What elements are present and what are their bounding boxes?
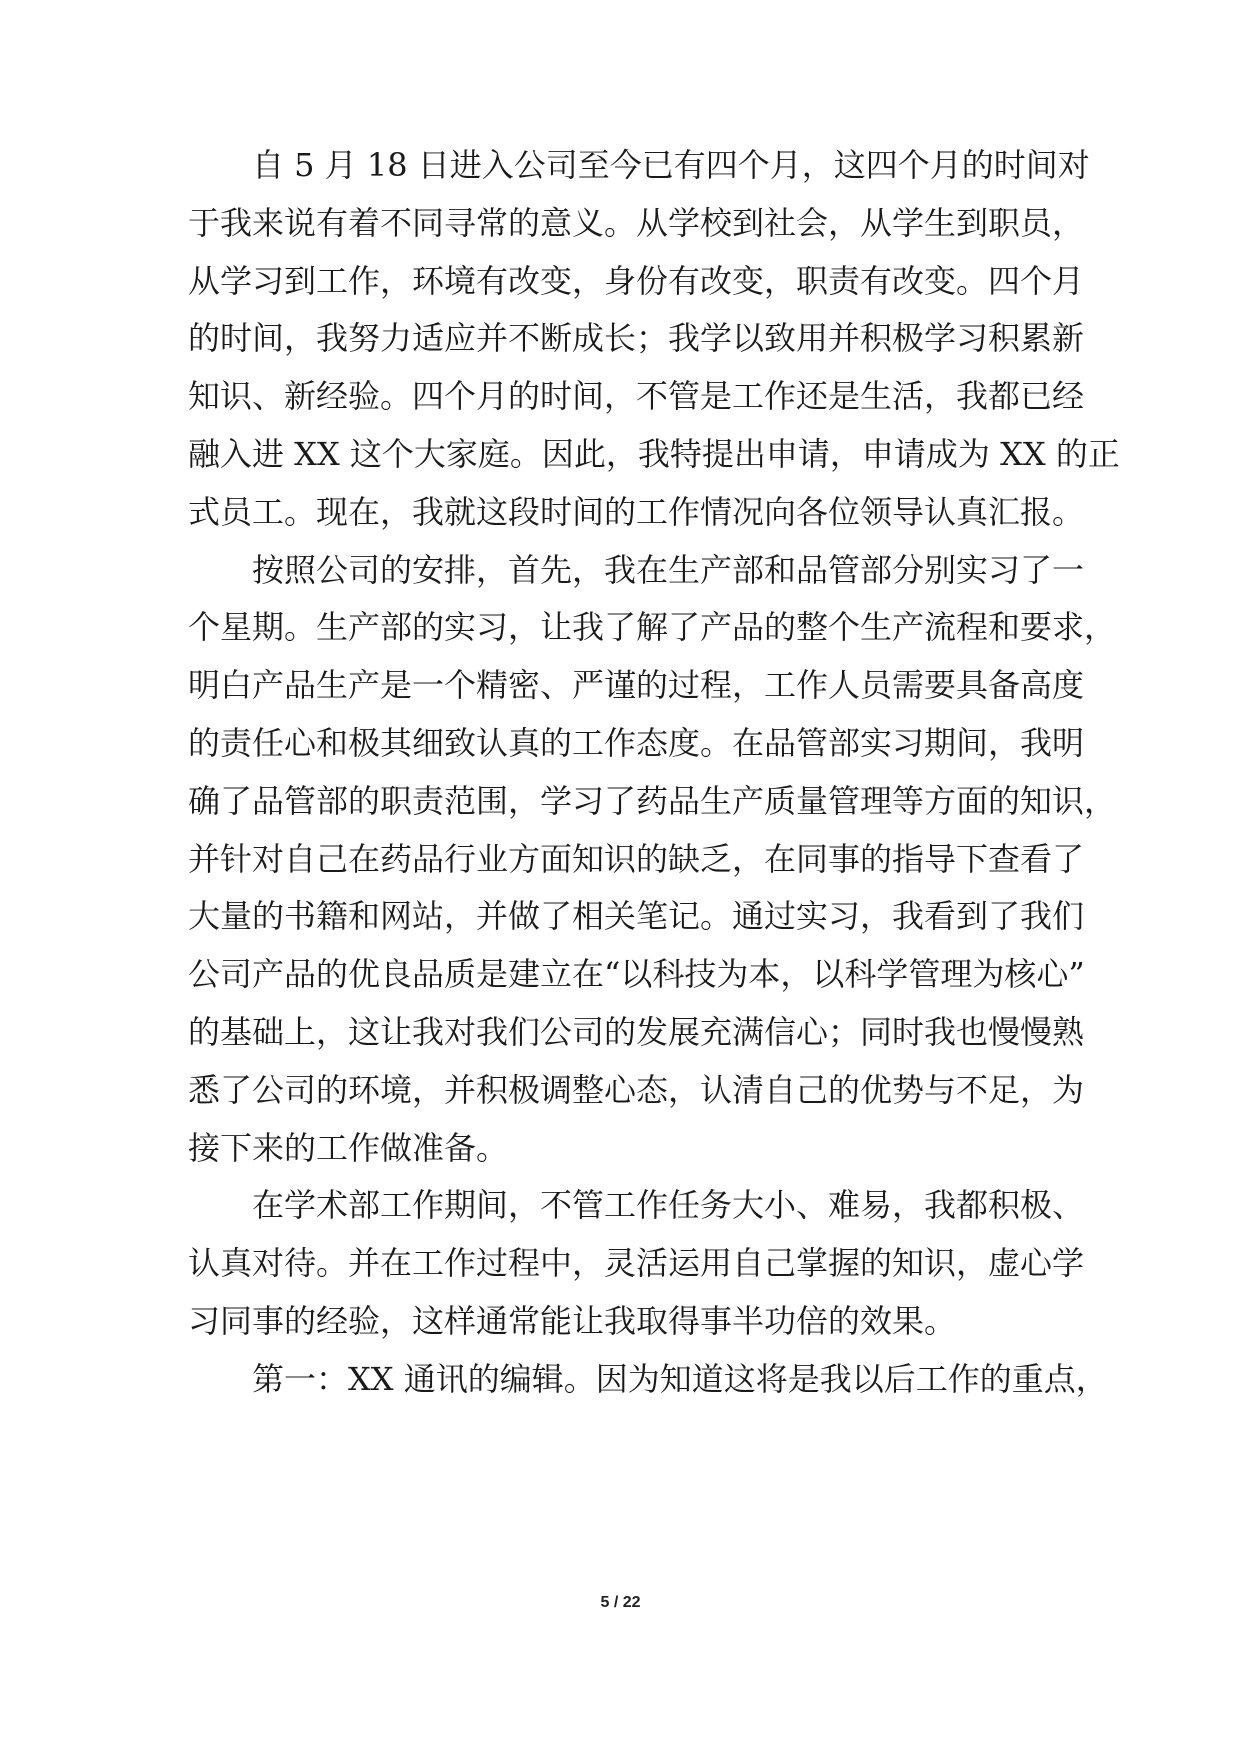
paragraph-2-line: 大量的书籍和网站，并做了相关笔记。通过实习，我看到了我们 [188, 897, 1085, 935]
paragraph-2-line: 按照公司的安排，首先，我在生产部和品管部分别实习了一 [252, 551, 1085, 589]
paragraph-1-line: 从学习到工作，环境有改变，身份有改变，职责有改变。四个月 [188, 262, 1085, 300]
paragraph-2-line: 的基础上，这让我对我们公司的发展充满信心；同时我也慢慢熟 [188, 1013, 1085, 1051]
paragraph-2-line: 接下来的工作做准备。 [188, 1129, 509, 1167]
paragraph-2-line: 的责任心和极其细致认真的工作态度。在品管部实习期间，我明 [188, 724, 1085, 762]
page-number: 5 / 22 [600, 1594, 641, 1611]
paragraph-2-line: 确了品管部的职责范围，学习了药品生产质量管理等方面的知识， [188, 782, 1117, 820]
paragraph-1-line: 于我来说有着不同寻常的意义。从学校到社会，从学生到职员， [188, 204, 1085, 242]
paragraph-4-line: 第一：XX 通讯的编辑。因为知道这将是我以后工作的重点， [252, 1360, 1108, 1398]
paragraph-2-line: 明白产品生产是一个精密、严谨的过程，工作人员需要具备高度 [188, 666, 1085, 704]
paragraph-1-line: 自 5 月 18 日进入公司至今已有四个月，这四个月的时间对 [252, 146, 1090, 184]
paragraph-1-line: 式员工。现在，我就这段时间的工作情况向各位领导认真汇报。 [188, 493, 1085, 531]
paragraph-3-line: 认真对待。并在工作过程中，灵活运用自己掌握的知识，虚心学 [188, 1244, 1085, 1282]
paragraph-3-line: 在学术部工作期间，不管工作任务大小、难易，我都积极、 [252, 1186, 1085, 1224]
paragraph-1-line: 知识、新经验。四个月的时间，不管是工作还是生活，我都已经 [188, 377, 1085, 415]
paragraph-3-line: 习同事的经验，这样通常能让我取得事半功倍的效果。 [188, 1302, 957, 1340]
paragraph-2-line: 悉了公司的环境，并积极调整心态，认清自己的优势与不足，为 [188, 1071, 1085, 1109]
paragraph-2-line: 公司产品的优良品质是建立在“以科技为本，以科学管理为核心” [188, 955, 1085, 993]
paragraph-2-line: 并针对自己在药品行业方面知识的缺乏，在同事的指导下查看了 [188, 840, 1085, 878]
paragraph-1-line: 融入进 XX 这个大家庭。因此，我特提出申请，申请成为 XX 的正 [188, 435, 1120, 473]
paragraph-1-line: 的时间，我努力适应并不断成长；我学以致用并积极学习积累新 [188, 319, 1085, 357]
paragraph-2-line: 个星期。生产部的实习，让我了解了产品的整个生产流程和要求， [188, 608, 1117, 646]
